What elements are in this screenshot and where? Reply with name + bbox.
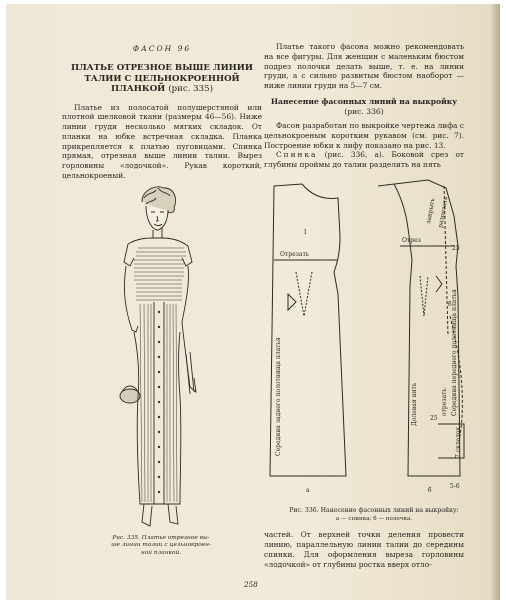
caption-336-main: Рис. 336. Нанесение фасонных линий на выкройку: <box>289 507 459 514</box>
article-title <box>62 63 262 95</box>
pattern-label-b-side: б <box>448 301 452 308</box>
continuation-text: частей. От верхней точки деления провести линию, параллельную линии талии до середины спинки. Для оформления выреза горловины «лодочкой» от глубины ростка вверх отло- <box>264 530 464 569</box>
left-column <box>62 44 262 181</box>
pattern-label-b: б <box>428 487 432 494</box>
section-subhead <box>264 97 464 117</box>
dress-illustration <box>98 182 218 534</box>
caption-line-1: Рис. 335. Платье отрезное вы- <box>112 535 210 541</box>
caption-336-letters: а — спинка; б — полочка. <box>335 516 413 522</box>
back-instructions-text: (рис. 336, а). Боковой срез от глубины проймы до талии разделить на пять <box>264 150 464 170</box>
book-page <box>6 4 500 600</box>
pattern-drawing <box>260 176 470 506</box>
pattern-label-otrezat-v: отрезать <box>441 388 448 416</box>
pattern-label-roman: I <box>304 229 307 236</box>
caption-line-2: ше линии талии с цельнокроен- <box>111 542 211 549</box>
title-line-1: ПЛАТЬЕ ОТРЕЗНОЕ ВЫШЕ ЛИНИИ <box>70 63 254 73</box>
pattern-label-otrez-front: Отрез <box>402 237 421 244</box>
recommendation-text: Платье такого фасона можно рекомендовать на все фигуры. Для женщин с маленьким бюстом подрез полочки делать выше, т. е. на линии груди, а с сильно развитым бюстом наоборот — ниже линии груди на 5—7 см. <box>264 42 464 91</box>
dress-description: Платье из полосатой полушерстяной или плотной шелковой ткани (размеры 46—56). Ниже линии груди несколько мягких складок. От планки на юбке встречная складка. Планка прикрепляется к платью пуговицами. Спинка прямая, отрезная выше линии талии. Вырез горловины «лодочкой». Рукав короткий, цельнокроеный. <box>62 102 262 181</box>
pattern-label-a: а <box>306 487 310 494</box>
title-line-3-text: ПЛАНКОЙ <box>111 84 166 94</box>
pattern-label-front-center: Середина переднего полотнища платья <box>451 289 458 416</box>
pattern-label-25-upper: 25 <box>452 245 460 252</box>
pattern-label-otrezat-back: Отрезать <box>280 251 310 258</box>
pattern-label-razrezat: разрезать <box>437 196 450 229</box>
pattern-label-25-lower: 25 <box>430 415 438 422</box>
section-header: ФАСОН 96 <box>132 44 192 53</box>
pattern-label-skladki: 7 складок <box>455 426 462 458</box>
pattern-label-grain: Долевая нить <box>411 382 418 426</box>
subhead-text: Нанесение фасонных линий на выкройку <box>270 96 458 106</box>
figure-336-caption <box>274 507 474 523</box>
page-number: 258 <box>244 580 258 589</box>
title-line-3 <box>62 84 262 95</box>
title-line-2: ТАЛИИ С ЦЕЛЬНОКРОЕННОЙ <box>84 73 240 84</box>
title-figure-ref: (рис. 335) <box>168 84 213 94</box>
caption-line-3: ной планкой. <box>140 549 182 556</box>
subhead-figure-ref: (рис. 336) <box>344 106 384 116</box>
pattern-label-back-center: Середина заднего полотнища платья <box>275 337 282 456</box>
back-term: Спинка <box>276 150 318 160</box>
pattern-label-5-6: 5-6 <box>450 483 460 490</box>
right-column <box>264 42 464 170</box>
back-instructions <box>264 150 464 170</box>
page-gutter-shadow <box>490 4 500 600</box>
pattern-intro-text: Фасон разработан по выкройке чертежа лифа с цельнокроеным коротким рукавом (см. рис. 7). Построение юбки к лифу показано на рис. 13. <box>264 120 464 150</box>
pattern-label-zakrut: закрыть <box>425 197 437 225</box>
figure-335-caption <box>86 535 236 557</box>
